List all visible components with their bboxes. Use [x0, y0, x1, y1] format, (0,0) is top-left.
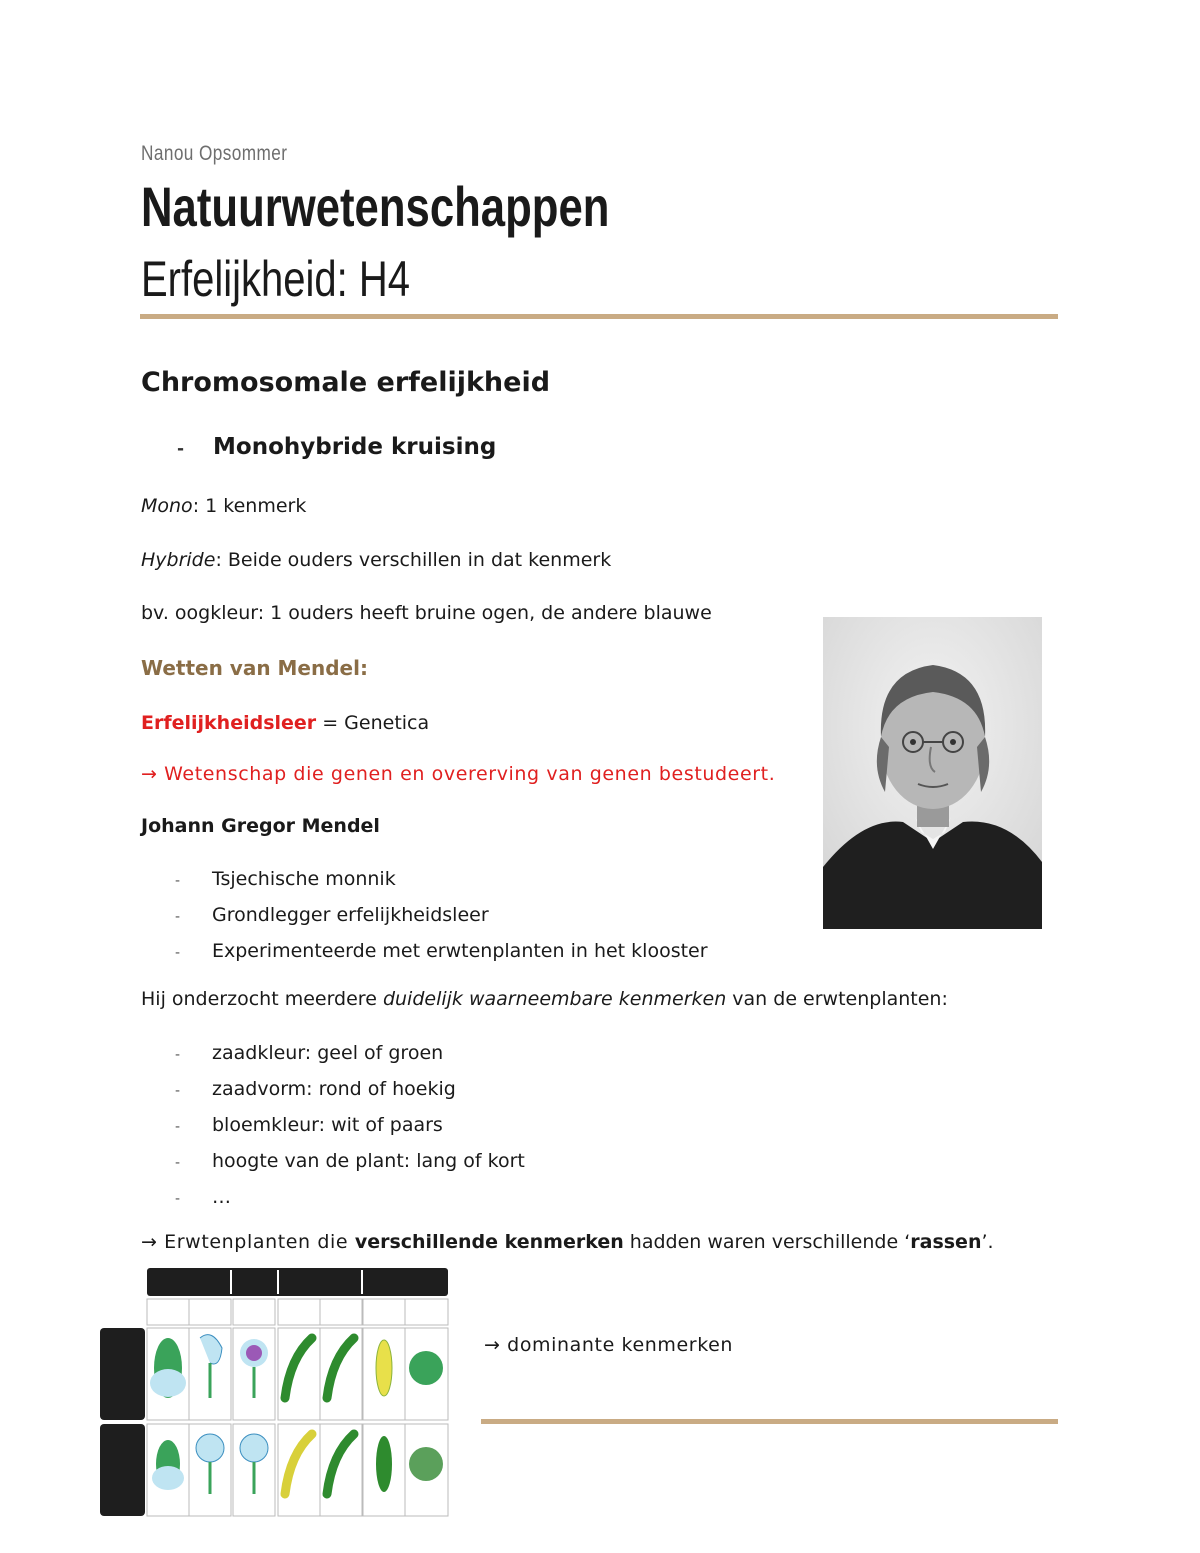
pea-traits-table-image [100, 1268, 450, 1518]
hybride-definition [141, 549, 611, 572]
list-item: - bloemkleur: wit of paars [175, 1114, 443, 1136]
traits-list [175, 1036, 525, 1216]
example-text: bv. oogkleur: 1 ouders heeft bruine ogen, de andere blauwe [141, 602, 712, 624]
mendel-facts-list [175, 862, 708, 970]
mendel-name: Johann Gregor Mendel [141, 815, 380, 837]
section-heading: Chromosomale erfelijkheid [141, 367, 551, 398]
genetics-term: Erfelijkheidsleer [141, 712, 317, 734]
bullet-dash: - [177, 439, 185, 459]
genetics-explanation: → Wetenschap die genen en overerving van genen bestudeert. [141, 763, 776, 785]
mendel-heading: Wetten van Mendel: [141, 656, 368, 680]
list-item: - … [175, 1186, 231, 1208]
list-item: - Tsjechische monnik [175, 868, 396, 890]
mendel-portrait-image [823, 617, 1042, 929]
genetics-definition [141, 712, 429, 735]
list-item: - zaadvorm: rond of hoekig [175, 1078, 456, 1100]
subsection-heading [177, 434, 496, 460]
list-item: - zaadkleur: geel of groen [175, 1042, 444, 1064]
conclusion-text: → Erwtenplanten die verschillende kenmerken hadden waren verschillende ‘rassen’. [141, 1231, 994, 1253]
genetics-rest: = Genetica [316, 712, 430, 734]
bottom-divider [481, 1419, 1058, 1424]
title-divider [140, 314, 1058, 319]
subsection-label: Monohybride kruising [213, 434, 497, 460]
author-name: Nanou Opsommer [141, 142, 288, 165]
list-item: - hoogte van de plant: lang of kort [175, 1150, 525, 1172]
hybride-term: Hybride [141, 549, 216, 571]
page-subtitle: Erfelijkheid: H4 [141, 251, 411, 307]
list-item: - Grondlegger erfelijkheidsleer [175, 904, 489, 926]
mono-definition [141, 495, 306, 518]
research-intro: Hij onderzocht meerdere duidelijk waarneembare kenmerken van de erwtenplanten: [141, 988, 948, 1010]
side-note: → dominante kenmerken [484, 1334, 734, 1356]
list-item: - Experimenteerde met erwtenplanten in het klooster [175, 940, 708, 962]
page-title: Natuurwetenschappen [141, 175, 610, 238]
hybride-text: : Beide ouders verschillen in dat kenmerk [215, 549, 612, 571]
mono-text: : 1 kenmerk [192, 495, 307, 517]
mono-term: Mono [141, 495, 193, 517]
